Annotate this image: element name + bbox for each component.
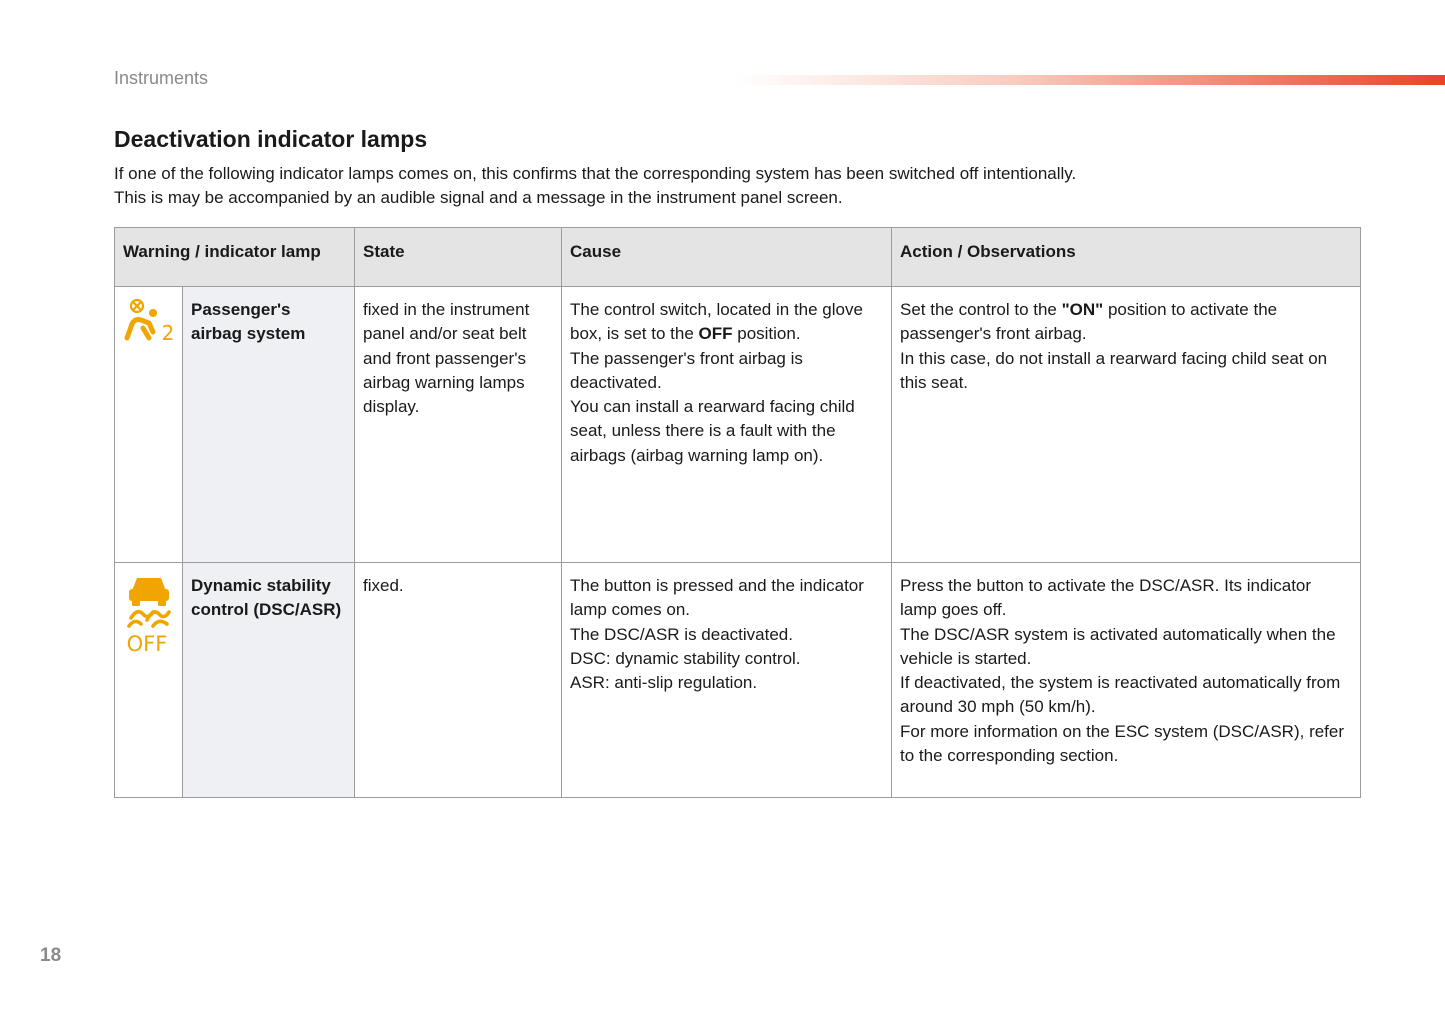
page-number: 18	[40, 945, 62, 966]
action-airbag	[892, 287, 1361, 563]
cause-dsc-p3: DSC: dynamic stability control.	[570, 648, 801, 668]
lamp-name-airbag: Passenger's airbag system	[183, 287, 355, 563]
action-airbag-p2: In this case, do not install a rearward facing child seat on this seat.	[900, 348, 1328, 392]
action-dsc-p1: Press the button to activate the DSC/ASR. Its indicator lamp goes off.	[900, 576, 1312, 620]
passenger-airbag-off-icon	[123, 298, 175, 344]
header-cause: Cause	[562, 228, 892, 287]
action-dsc	[892, 563, 1361, 798]
lamp-name-dsc: Dynamic stability control (DSC/ASR)	[183, 563, 355, 798]
cause-dsc-p4: ASR: anti-slip regulation.	[570, 673, 758, 693]
cause-dsc-p1: The button is pressed and the indicator lamp comes on.	[570, 576, 864, 620]
cause-airbag	[562, 287, 892, 563]
cause-airbag-p2: The passenger's front airbag is deactivated.	[570, 348, 803, 392]
action-dsc-p3: If deactivated, the system is reactivated automatically from around 30 mph (50 km/h).	[900, 673, 1341, 717]
dsc-icon-label: OFF	[126, 632, 168, 654]
lamp-icon-cell	[115, 563, 183, 798]
intro-line-2: This is may be accompanied by an audible signal and a message in the instrument panel screen.	[114, 188, 843, 207]
lamp-icon-cell	[115, 287, 183, 563]
cause-dsc	[562, 563, 892, 798]
table-row	[115, 563, 1361, 798]
header-state: State	[355, 228, 562, 287]
action-dsc-p2: The DSC/ASR system is activated automatically when the vehicle is started.	[900, 624, 1336, 668]
cause-dsc-p2: The DSC/ASR is deactivated.	[570, 624, 793, 644]
intro-text	[114, 162, 1354, 210]
action-airbag-p1: Set the control to the "ON" position to activate the passenger's front airbag.	[900, 300, 1278, 344]
intro-line-1: If one of the following indicator lamps comes on, this confirms that the corresponding system has been switched off intentionally.	[114, 164, 1077, 183]
state-dsc: fixed.	[355, 563, 562, 798]
action-dsc-p4: For more information on the ESC system (DSC/ASR), refer to the corresponding section.	[900, 721, 1345, 766]
table-row	[115, 287, 1361, 563]
header-accent-bar	[735, 75, 1445, 85]
header-action: Action / Observations	[892, 228, 1361, 287]
airbag-icon-number: 2	[161, 321, 175, 344]
table-header-row	[115, 228, 1361, 287]
state-airbag: fixed in the instrument panel and/or seat belt and front passenger's airbag warning lamps display.	[355, 287, 562, 563]
header-warning-lamp: Warning / indicator lamp	[115, 228, 355, 287]
dsc-off-icon	[123, 574, 175, 654]
cause-airbag-p1: The control switch, located in the glove box, is set to the OFF position.	[570, 300, 863, 344]
indicator-lamps-table	[114, 227, 1361, 798]
cause-airbag-p3: You can install a rearward facing child seat, unless there is a fault with the airbags (airbag warning lamp on).	[570, 397, 855, 465]
page-title: Deactivation indicator lamps	[114, 126, 428, 152]
section-label: Instruments	[114, 68, 209, 88]
